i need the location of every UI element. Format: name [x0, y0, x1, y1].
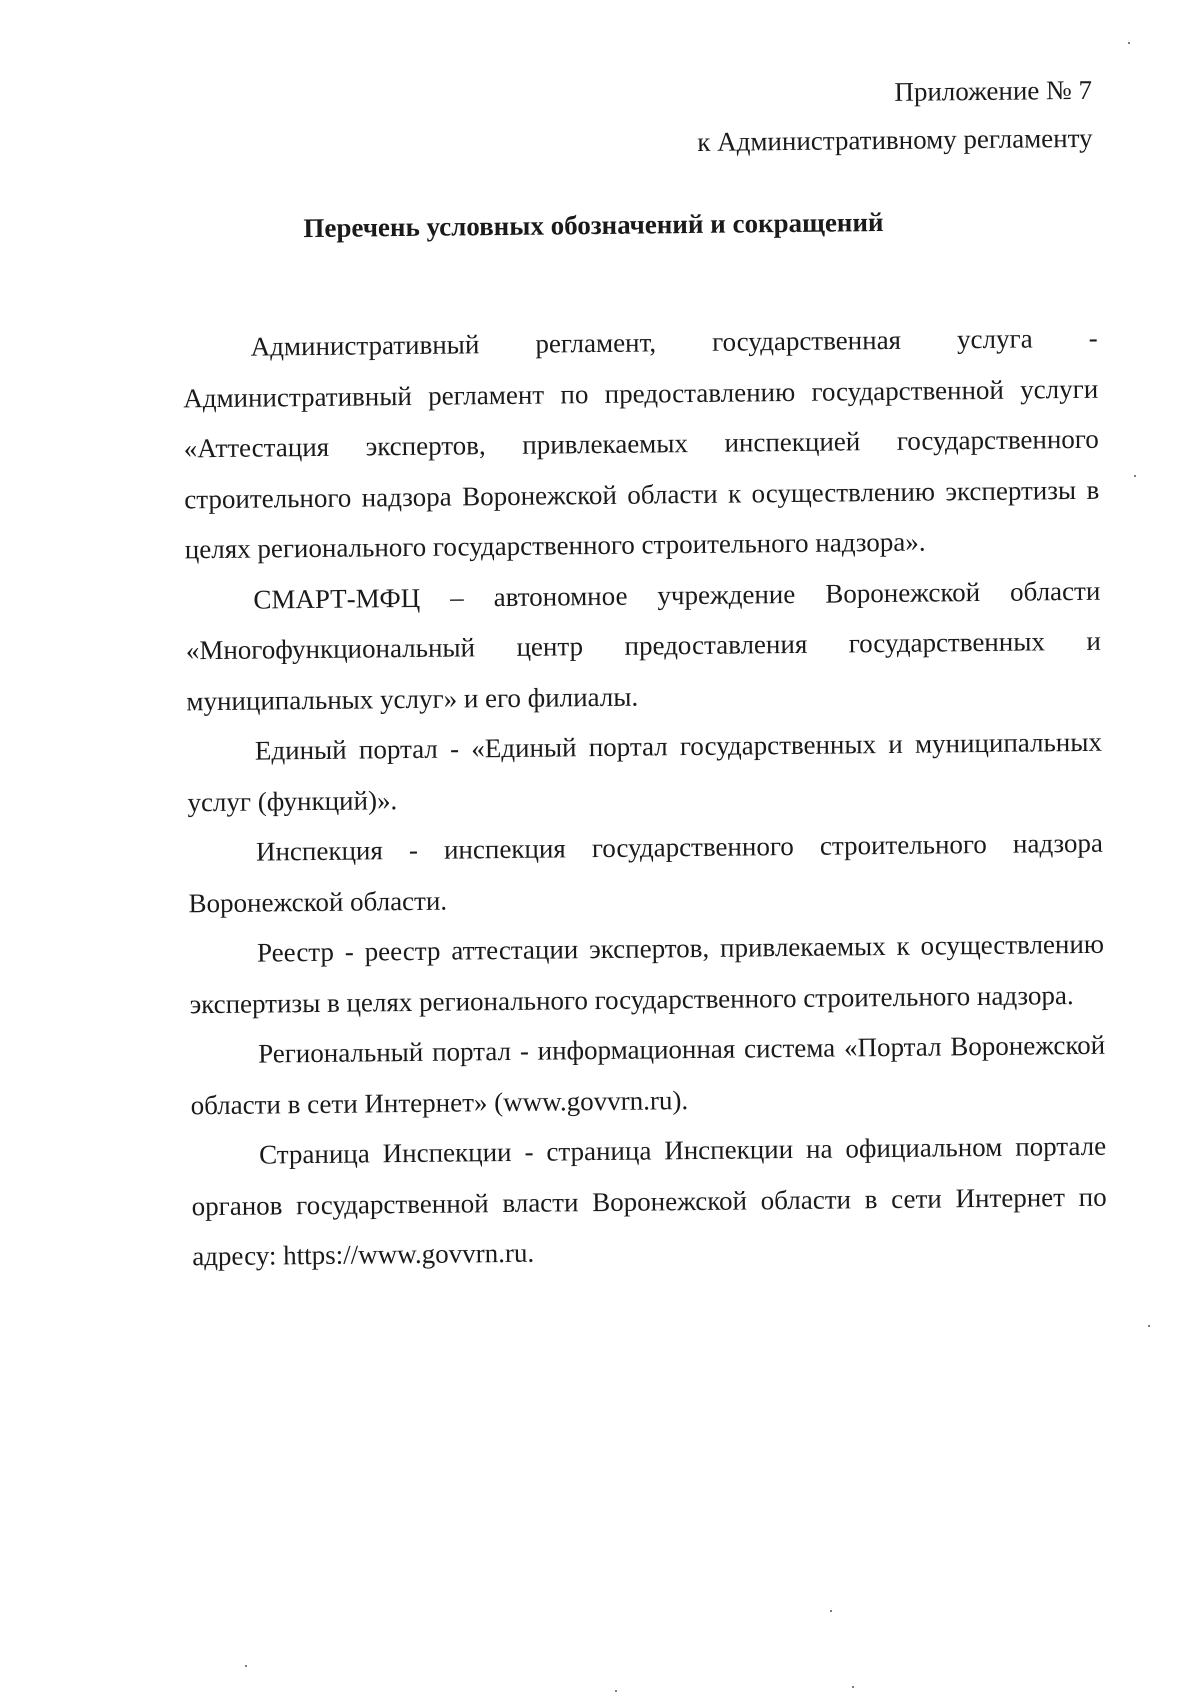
definition-regional-portal: Региональный портал - информационная система «Портал Воронежской области в сети Интернет» (www.govvrn.ru). — [190, 1029, 1106, 1120]
definition-registry: Реестр - реестр аттестации экспертов, привлекаемых к осуществлению экспертизы в целях регионального государственного строительного надзора. — [189, 928, 1105, 1019]
document-title: Перечень условных обозначений и сокращений — [303, 206, 884, 244]
scan-speck — [1148, 1325, 1150, 1327]
definition-smart-mfc: СМАРТ-МФЦ – автономное учреждение Воронежской области «Многофункциональный центр предоставления государственных и муниципальных услуг» и его филиалы. — [185, 575, 1101, 716]
scan-speck — [830, 1610, 832, 1612]
appendix-reference: к Административному регламенту — [697, 122, 1093, 157]
appendix-number: Приложение № 7 — [894, 74, 1093, 107]
scan-speck — [615, 1690, 617, 1692]
definitions-list — [182, 313, 1107, 1282]
scan-speck — [245, 1665, 247, 1667]
definition-unified-portal: Единый портал - «Единый портал государственных и муниципальных услуг (функций)». — [187, 726, 1103, 817]
definition-inspection-page: Страница Инспекции - страница Инспекции на официальном портале органов государственной власти Воронежской области в сети Интернет по адресу: https://www.govvrn.ru. — [191, 1130, 1107, 1272]
definition-inspection: Инспекция - инспекция государственного строительного надзора Воронежской области. — [188, 827, 1104, 918]
definition-regulation: Административный регламент, государственная услуга - Административный регламент по предоставлению государственной услуги «Аттестация экспертов, привлекаемых инспекцией государственного строительного надзора Воронежской области к осуществлению экспертизы в целях регионального государственного строительного надзора». — [183, 322, 1100, 565]
scan-speck — [1128, 42, 1130, 44]
scan-speck — [852, 1686, 854, 1688]
scan-speck — [1134, 475, 1136, 477]
